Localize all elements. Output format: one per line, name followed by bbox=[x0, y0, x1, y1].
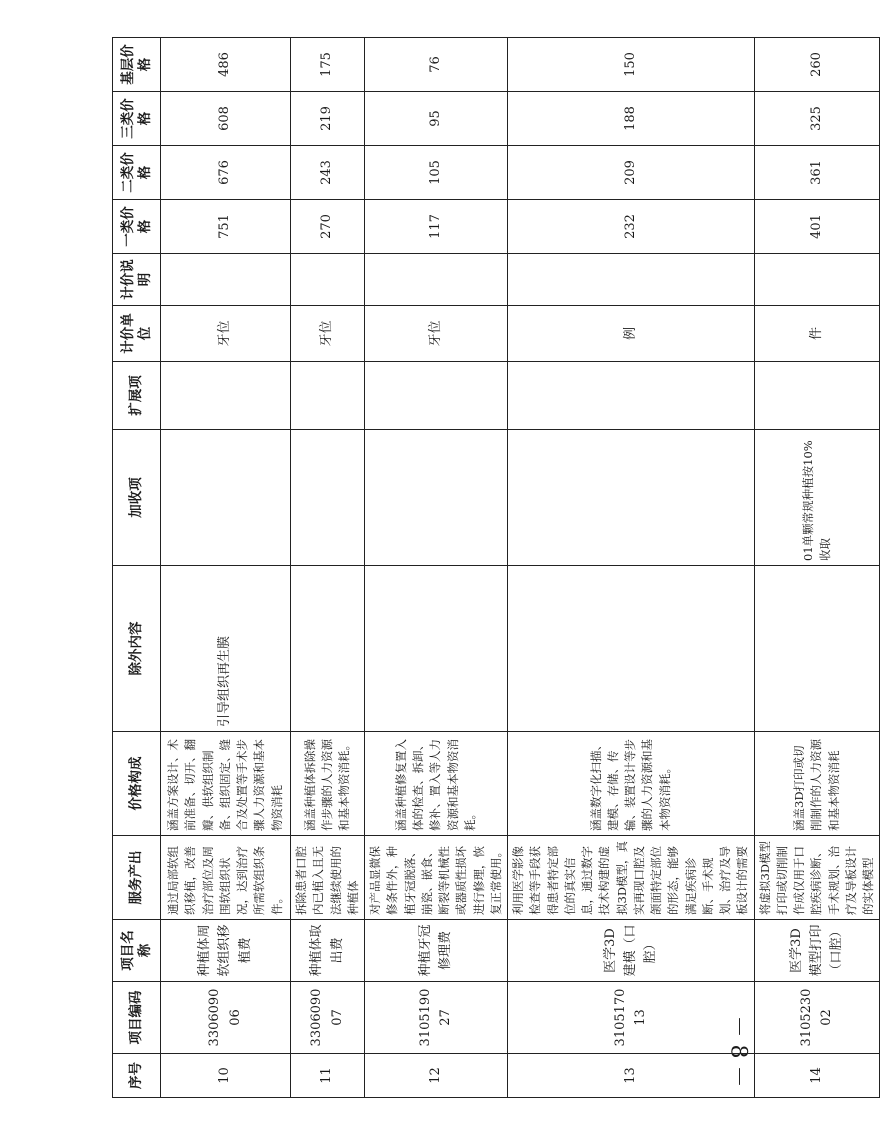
table-row bbox=[508, 38, 755, 1098]
table-row bbox=[365, 38, 508, 1098]
cell-code: 330609006 bbox=[161, 982, 291, 1054]
table-row bbox=[291, 38, 365, 1098]
cell-extension bbox=[508, 362, 755, 430]
cell-name: 种植牙冠修理费 bbox=[365, 920, 508, 982]
header-unit: 计价单位 bbox=[113, 306, 161, 362]
cell-price-class1: 751 bbox=[161, 200, 291, 254]
header-surcharge: 加收项 bbox=[113, 430, 161, 566]
cell-name: 种植体周软组织移植费 bbox=[161, 920, 291, 982]
cell-price-base: 486 bbox=[161, 38, 291, 92]
cell-unit: 牙位 bbox=[365, 306, 508, 362]
cell-seq: 10 bbox=[161, 1054, 291, 1098]
cell-seq: 12 bbox=[365, 1054, 508, 1098]
cell-service: 通过局部软组织移植，改善治疗部位及周围软组织状况，达到治疗所需软组织条件。 bbox=[161, 836, 291, 920]
cell-unit: 例 bbox=[508, 306, 755, 362]
cell-price-class2: 209 bbox=[508, 146, 755, 200]
cell-price-class2: 676 bbox=[161, 146, 291, 200]
cell-price-class1: 232 bbox=[508, 200, 755, 254]
cell-price-class2: 105 bbox=[365, 146, 508, 200]
cell-code: 330609007 bbox=[291, 982, 365, 1054]
header-composition: 价格构成 bbox=[113, 732, 161, 836]
cell-composition: 涵盖种植体拆除操作步骤的人力资源和基本物资消耗。 bbox=[291, 732, 365, 836]
cell-surcharge: 01单颗常规种植按10%收取 bbox=[754, 430, 880, 566]
cell-code: 310519027 bbox=[365, 982, 508, 1054]
cell-composition: 涵盖方案设计、术前准备、切开、翻瓣、供软组织制备、组织固定、缝合及处置等手术步骤人力资源和基本物资消耗 bbox=[161, 732, 291, 836]
header-code: 项目编码 bbox=[113, 982, 161, 1054]
header-name: 项目名称 bbox=[113, 920, 161, 982]
cell-extension bbox=[754, 362, 880, 430]
cell-price-class1: 270 bbox=[291, 200, 365, 254]
cell-unit: 件 bbox=[754, 306, 880, 362]
header-price-class2: 二类价格 bbox=[113, 146, 161, 200]
cell-price-base: 76 bbox=[365, 38, 508, 92]
cell-service: 对产品显微保修条件外，种植牙冠脱落、崩瓷、嵌食、断裂等机械性或器质性损坏进行修理，恢复正常使用。 bbox=[365, 836, 508, 920]
table-row bbox=[161, 38, 291, 1098]
cell-price-class2: 243 bbox=[291, 146, 365, 200]
cell-extension bbox=[291, 362, 365, 430]
cell-price-class3: 325 bbox=[754, 92, 880, 146]
cell-exclusion bbox=[291, 566, 365, 732]
header-extension: 扩展项 bbox=[113, 362, 161, 430]
cell-note bbox=[291, 254, 365, 306]
header-exclusion: 除外内容 bbox=[113, 566, 161, 732]
cell-composition: 涵盖3D打印或切削制作的人力资源和基本物资消耗 bbox=[754, 732, 880, 836]
header-price-class3: 三类价格 bbox=[113, 92, 161, 146]
cell-service: 拆除患者口腔内已植入且无法继续使用的种植体 bbox=[291, 836, 365, 920]
cell-note bbox=[161, 254, 291, 306]
cell-price-base: 260 bbox=[754, 38, 880, 92]
cell-extension bbox=[161, 362, 291, 430]
cell-code: 310517013 bbox=[508, 982, 755, 1054]
cell-note bbox=[754, 254, 880, 306]
cell-surcharge bbox=[508, 430, 755, 566]
header-price-base: 基层价格 bbox=[113, 38, 161, 92]
cell-exclusion bbox=[365, 566, 508, 732]
cell-note bbox=[508, 254, 755, 306]
cell-price-class3: 95 bbox=[365, 92, 508, 146]
cell-note bbox=[365, 254, 508, 306]
cell-surcharge bbox=[365, 430, 508, 566]
cell-seq: 13 bbox=[508, 1054, 755, 1098]
cell-exclusion bbox=[508, 566, 755, 732]
cell-price-class3: 188 bbox=[508, 92, 755, 146]
cell-extension bbox=[365, 362, 508, 430]
rotated-table-wrapper bbox=[112, 44, 875, 1098]
price-table bbox=[112, 37, 880, 1098]
cell-name: 医学3D模型打印（口腔） bbox=[754, 920, 880, 982]
cell-surcharge bbox=[291, 430, 365, 566]
header-note: 计价说明 bbox=[113, 254, 161, 306]
header-service: 服务产出 bbox=[113, 836, 161, 920]
cell-unit: 牙位 bbox=[291, 306, 365, 362]
cell-price-base: 175 bbox=[291, 38, 365, 92]
cell-seq: 11 bbox=[291, 1054, 365, 1098]
cell-exclusion: 引导组织再生膜 bbox=[161, 566, 291, 732]
table-row bbox=[754, 38, 880, 1098]
table-header-row bbox=[113, 38, 161, 1098]
header-price-class1: 一类价格 bbox=[113, 200, 161, 254]
cell-price-class3: 608 bbox=[161, 92, 291, 146]
cell-name: 种植体取出费 bbox=[291, 920, 365, 982]
cell-exclusion bbox=[754, 566, 880, 732]
cell-price-class1: 401 bbox=[754, 200, 880, 254]
cell-surcharge bbox=[161, 430, 291, 566]
cell-seq: 14 bbox=[754, 1054, 880, 1098]
page-number: － 8 － bbox=[725, 1015, 751, 1088]
cell-unit: 牙位 bbox=[161, 306, 291, 362]
cell-service: 将虚拟3D模型打印或切削制作成仅用于口腔疾病诊断、手术规划、治疗及导板设计的实体模型 bbox=[754, 836, 880, 920]
cell-composition: 涵盖种植修复置入体的检查、拆卸、修补、置入等人力资源和基本物资消耗。 bbox=[365, 732, 508, 836]
cell-composition: 涵盖数字化扫描、建模、存储、传输、装置设计等步骤的人力资源和基本物资消耗。 bbox=[508, 732, 755, 836]
cell-price-class3: 219 bbox=[291, 92, 365, 146]
cell-code: 310523002 bbox=[754, 982, 880, 1054]
cell-price-class1: 117 bbox=[365, 200, 508, 254]
header-seq: 序号 bbox=[113, 1054, 161, 1098]
table-stage bbox=[112, 44, 875, 1098]
cell-price-class2: 361 bbox=[754, 146, 880, 200]
cell-name: 医学3D建模（口腔） bbox=[508, 920, 755, 982]
cell-service: 利用医学影像检查等手段获得患者特定部位的真实信息，通过数字技术构建的虚拟3D模型，真实再现口腔及颌面特定部位的形态，能够满足疾病诊断、手术规划、治疗及导板设计的需要 bbox=[508, 836, 755, 920]
cell-price-base: 150 bbox=[508, 38, 755, 92]
